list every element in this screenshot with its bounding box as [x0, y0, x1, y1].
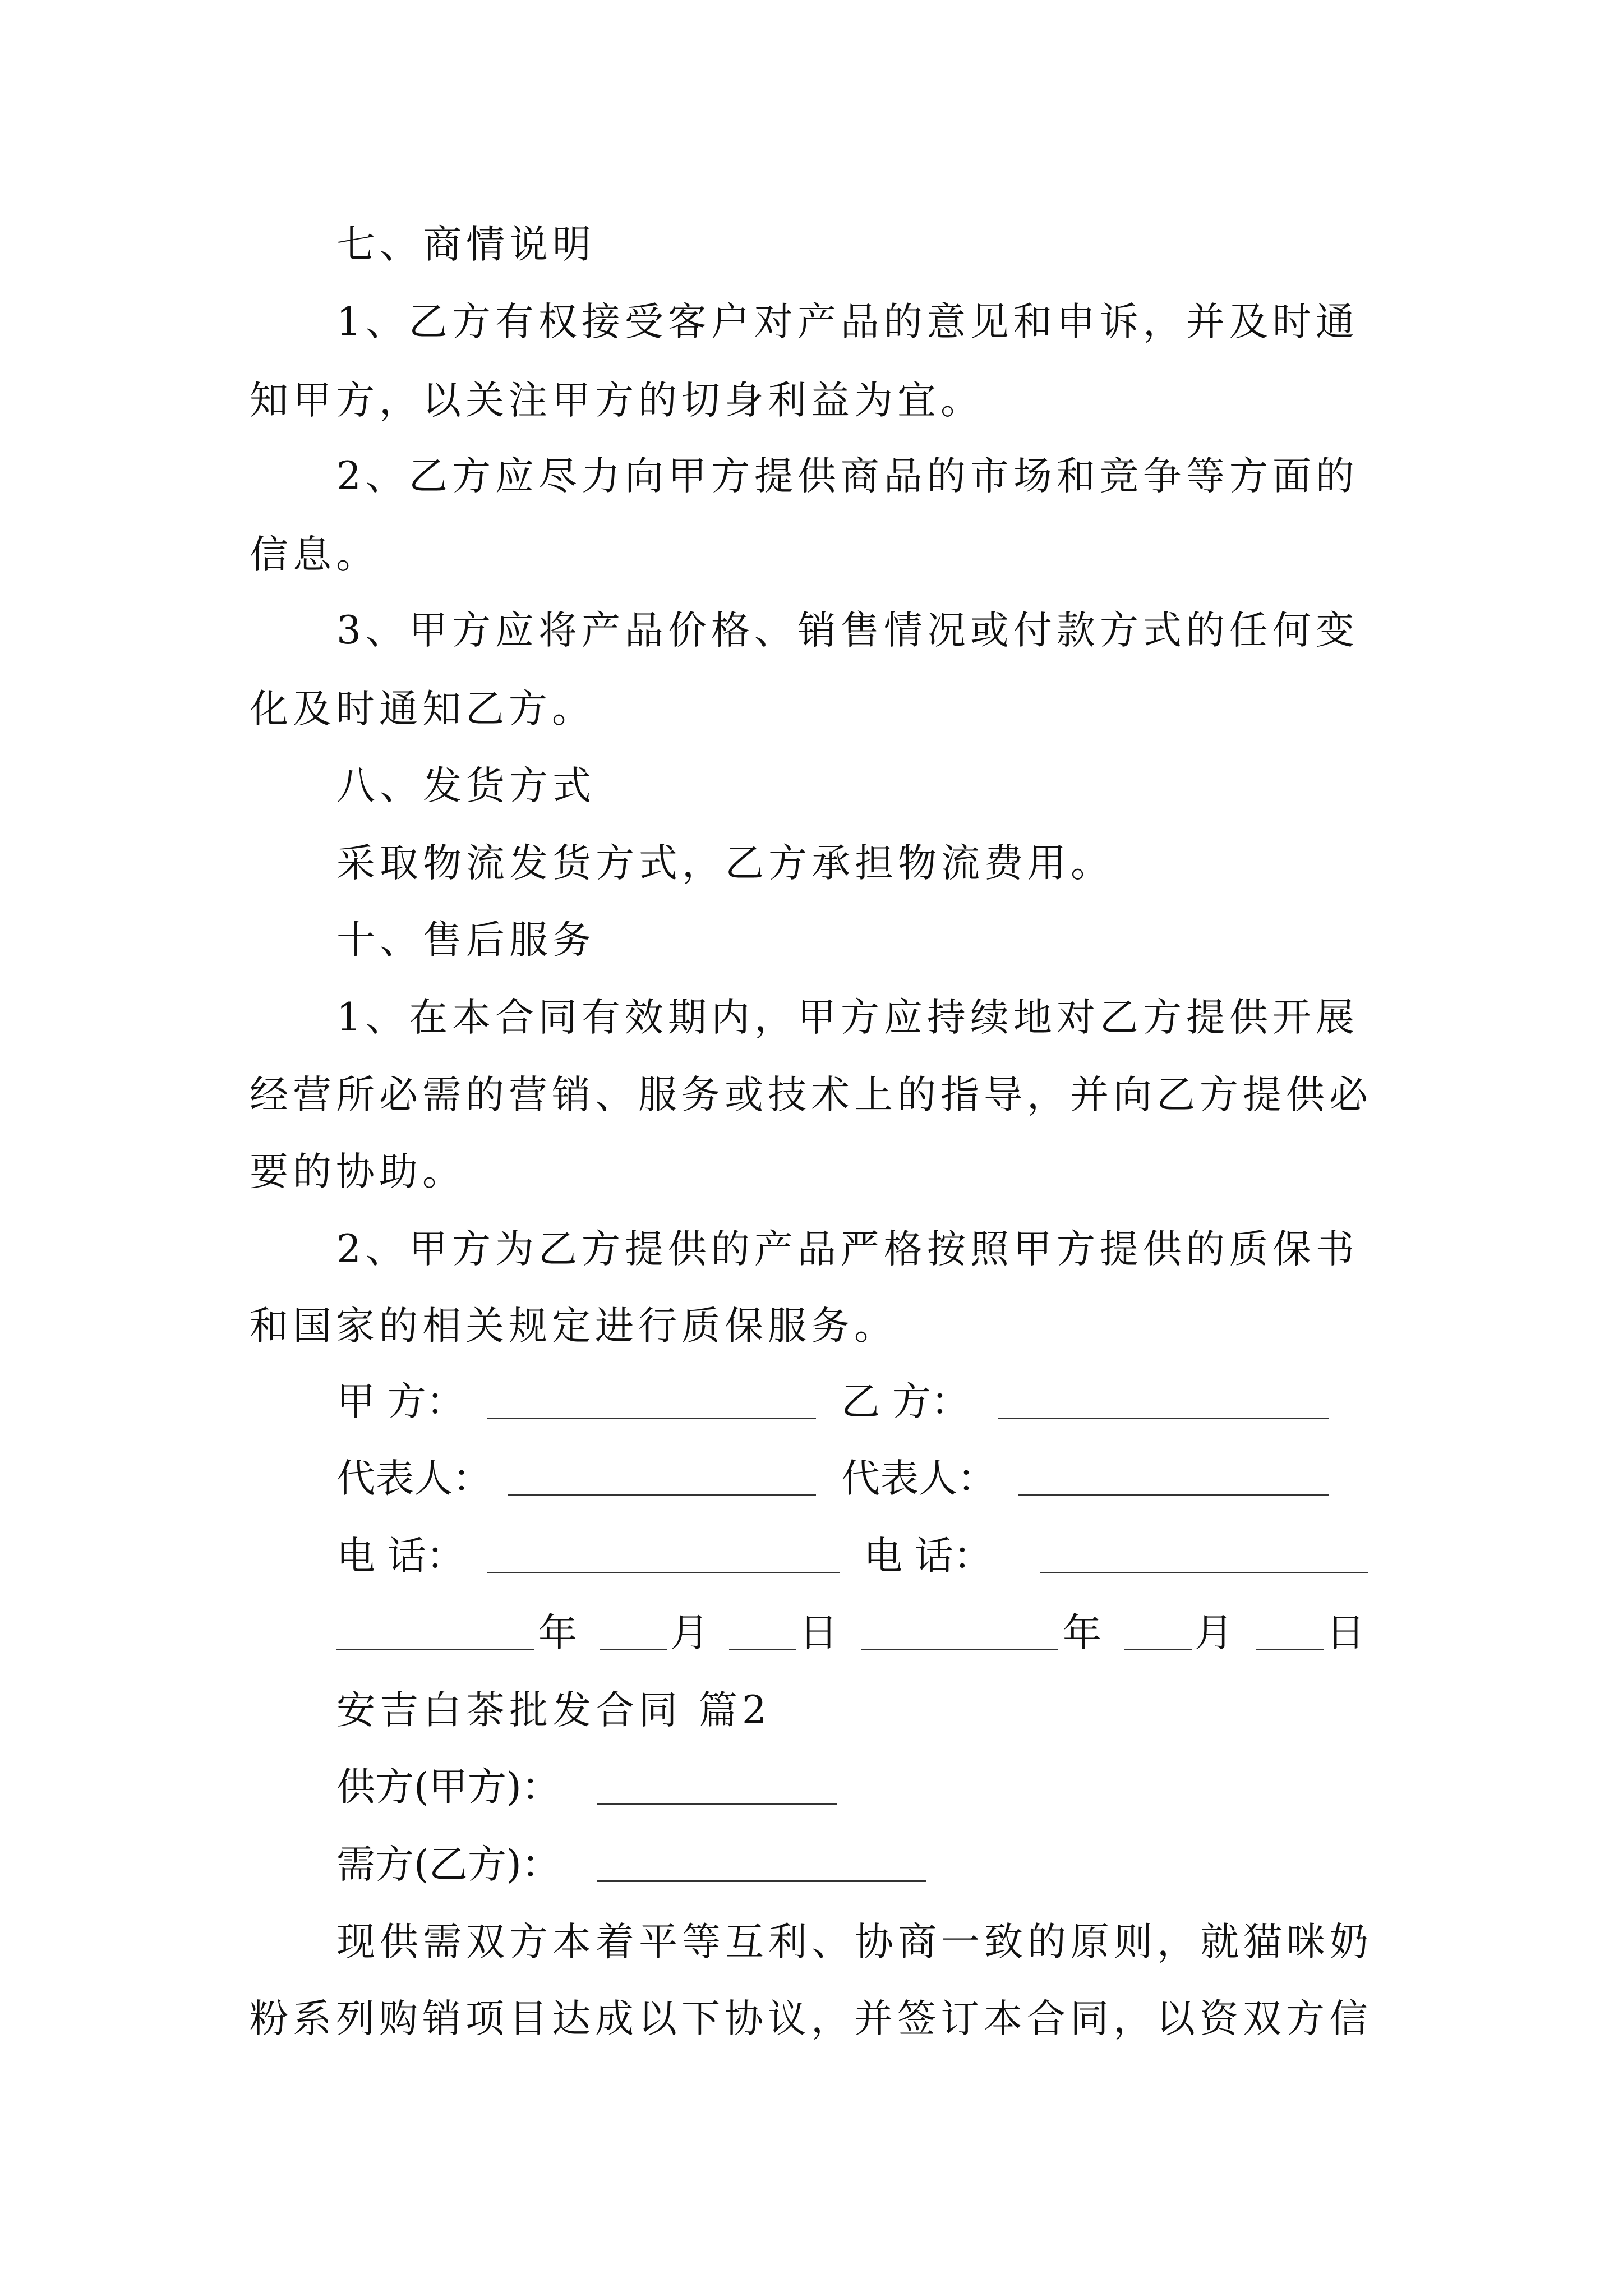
date-a-month-blank — [600, 1649, 667, 1650]
section-7-item-3-line-1: 3、甲方应将产品价格、销售情况或付款方式的任何变 — [336, 608, 1359, 653]
section-7-item-2-line-2: 信息。 — [250, 532, 379, 577]
buyer-blank — [597, 1880, 926, 1882]
date-a-month-label: 月 — [670, 1611, 709, 1655]
signature-party-row — [336, 1377, 1402, 1427]
date-b-year-blank — [861, 1649, 1058, 1650]
buyer-label: 需方(乙方)： — [336, 1842, 560, 1887]
signature-date-row — [336, 1608, 1402, 1658]
signature-representative-row — [336, 1454, 1402, 1503]
party-b-label: 乙 方： — [841, 1379, 970, 1424]
date-b-year-label: 年 — [1063, 1611, 1101, 1655]
party-a-label: 甲 方： — [336, 1379, 465, 1424]
section-7-item-3-line-2: 化及时通知乙方。 — [250, 687, 595, 731]
party-a-blank — [487, 1418, 816, 1419]
date-b-day-blank — [1256, 1649, 1324, 1650]
section-8-title: 八、发货方式 — [336, 763, 596, 808]
buyer-row — [336, 1840, 1402, 1889]
supplier-blank — [597, 1803, 837, 1805]
date-a-day-label: 日 — [799, 1611, 838, 1655]
date-a-day-blank — [729, 1649, 796, 1650]
date-b-month-label: 月 — [1195, 1611, 1233, 1655]
party-b-blank — [998, 1418, 1329, 1419]
date-a-year-label: 年 — [538, 1611, 577, 1655]
representative-a-label: 代表人： — [336, 1456, 491, 1501]
section-8-paragraph: 采取物流发货方式，乙方承担物流费用。 — [336, 841, 1114, 886]
phone-a-label: 电 话： — [336, 1534, 465, 1579]
supplier-row — [336, 1763, 1402, 1812]
supplier-label: 供方(甲方)： — [336, 1765, 560, 1810]
contract-2-intro-line-2: 粉系列购销项目达成以下协议，并签订本合同，以资双方信 — [250, 1996, 1372, 2041]
signature-phone-row — [336, 1531, 1402, 1581]
section-10-item-2-line-1: 2、甲方为乙方提供的产品严格按照甲方提供的质保书 — [336, 1227, 1359, 1272]
section-7-item-2-line-1: 2、乙方应尽力向甲方提供商品的市场和竞争等方面的 — [336, 454, 1359, 499]
representative-a-blank — [508, 1494, 816, 1496]
phone-b-label: 电 话： — [864, 1534, 992, 1579]
section-7-item-1-line-1: 1、乙方有权接受客户对产品的意见和申诉，并及时通 — [336, 300, 1359, 344]
contract-2-intro-line-1: 现供需双方本着平等互利、协商一致的原则，就猫咪奶 — [336, 1920, 1373, 1964]
representative-b-blank — [1018, 1494, 1329, 1496]
section-10-title: 十、售后服务 — [336, 918, 596, 963]
section-7-title: 七、商情说明 — [336, 222, 596, 267]
section-10-item-1-line-3: 要的协助。 — [250, 1149, 465, 1194]
section-7-item-1-line-2: 知甲方，以关注甲方的切身利益为宜。 — [250, 378, 984, 423]
date-b-month-blank — [1124, 1649, 1192, 1650]
section-10-item-1-line-2: 经营所必需的营销、服务或技术上的指导，并向乙方提供必 — [250, 1073, 1372, 1117]
section-10-item-1-line-1: 1、在本合同有效期内，甲方应持续地对乙方提供开展 — [336, 995, 1359, 1040]
date-b-day-label: 日 — [1326, 1611, 1365, 1655]
date-a-year-blank — [336, 1649, 534, 1650]
contract-2-title: 安吉白茶批发合同 篇2 — [336, 1688, 771, 1733]
phone-b-blank — [1040, 1572, 1368, 1573]
section-10-item-2-line-2: 和国家的相关规定进行质保服务。 — [250, 1304, 897, 1349]
phone-a-blank — [487, 1572, 840, 1573]
representative-b-label: 代表人： — [841, 1456, 996, 1501]
